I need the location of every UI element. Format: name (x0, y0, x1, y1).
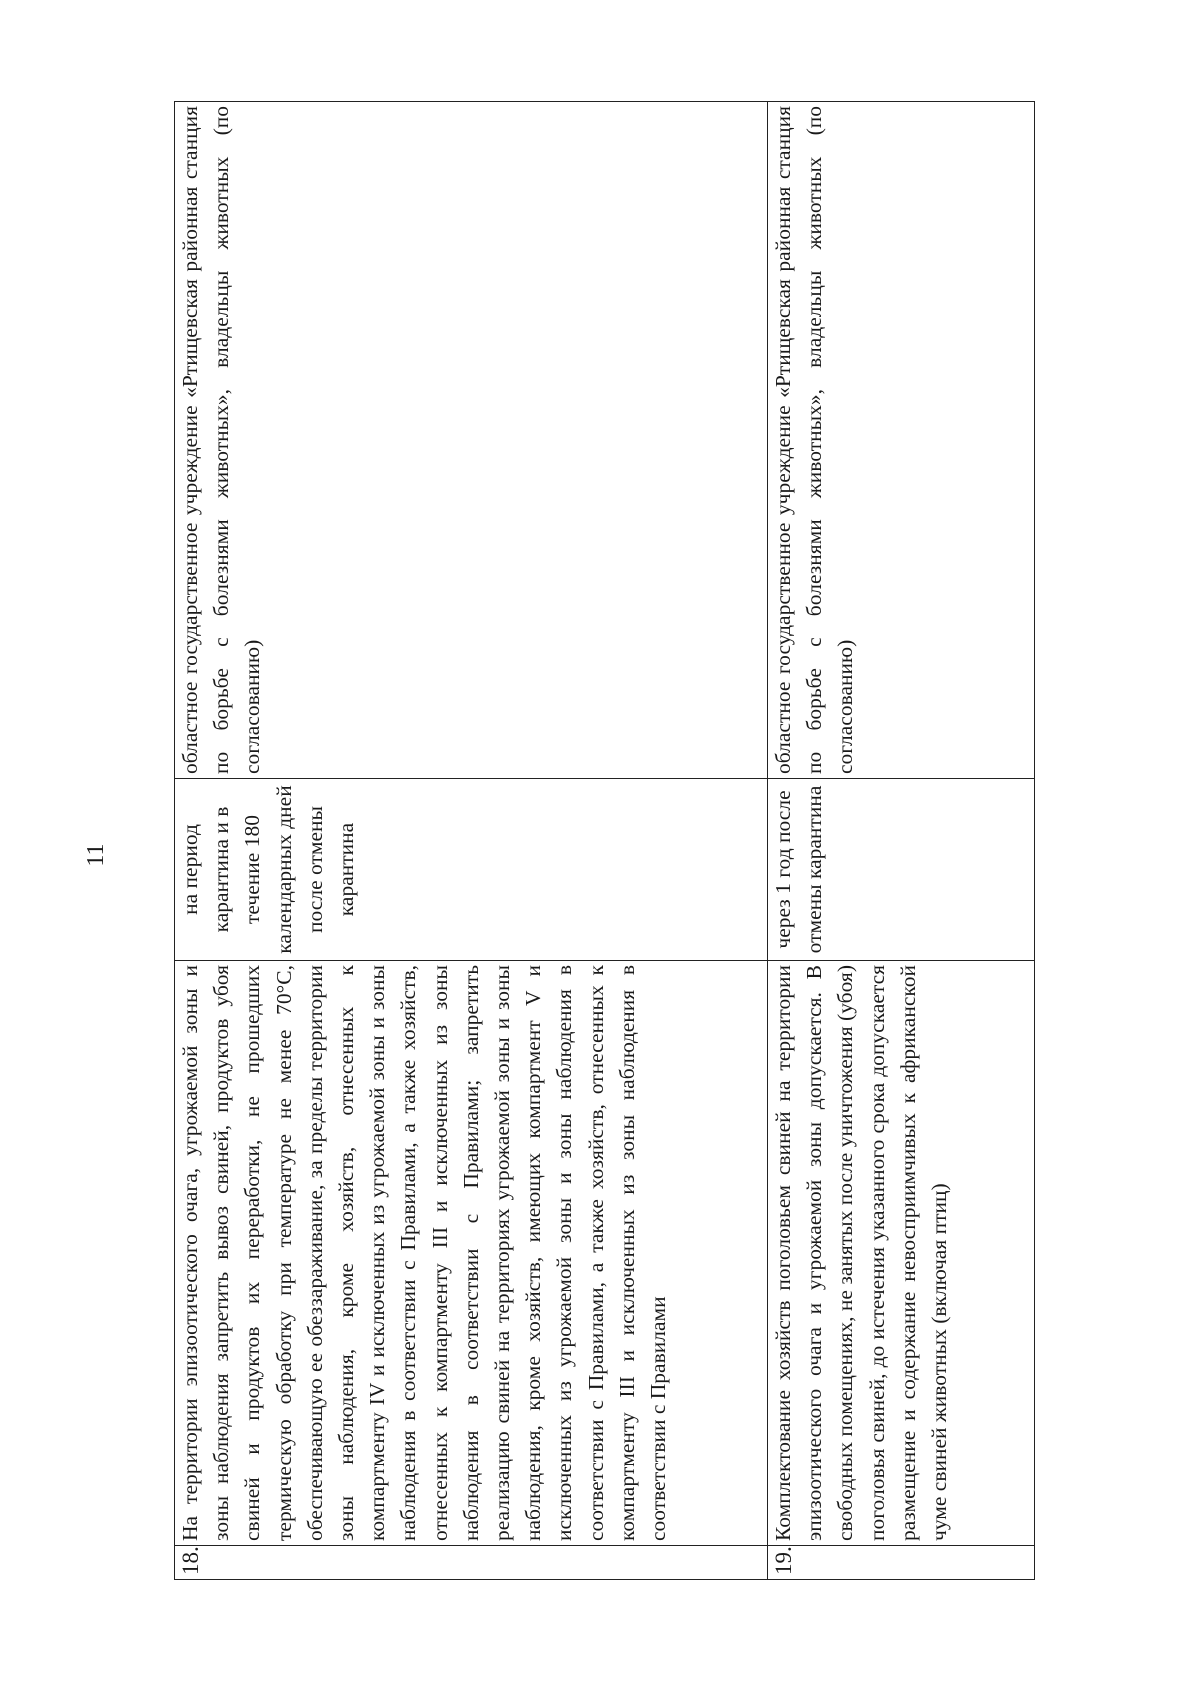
measures-table (174, 101, 1035, 1580)
measure-description: На территории эпизоотического очага, угрожаемой зоны и зоны наблюдения запретить вывоз свиней, продуктов убоя свиней и продуктов их переработки, не прошедших термическую обработку при температуре не менее 70°С, обеспечивающую ее обеззараживание, за пределы территории зоны наблюдения, кроме хозяйств, отнесенных к компартменту IV и исключенных из угрожаемой зоны и зоны наблюдения в соответствии с Правилами, а также хозяйств, отнесенных к компартменту III и исключенных из зоны наблюдения в соответствии с Правилами; запретить реализацию свиней на территориях угрожаемой зоны и зоны наблюдения, кроме хозяйств, имеющих компартмент V и исключенных из угрожаемой зоны и зоны наблюдения в соответствии с Правилами, а также хозяйств, отнесенных к компартменту III и исключенных из зоны наблюдения в соответствии с Правилами (175, 961, 768, 1546)
row-number: 19. (768, 1546, 1035, 1580)
measure-responsible: областное государственное учреждение «Ртищевская районная станция по борьбе с болезнями животных», владельцы животных (по согласованию) (768, 102, 1035, 779)
row-number: 18. (175, 1546, 768, 1580)
table-row (175, 102, 768, 1580)
page-number: 11 (83, 843, 109, 867)
measure-responsible: областное государственное учреждение «Ртищевская районная станция по борьбе с болезнями животных», владельцы животных (по согласованию) (175, 102, 768, 779)
rotated-table-wrapper (174, 102, 1048, 1580)
measure-term: через 1 год после отмены карантина (768, 779, 1035, 961)
measure-term: на период карантина и в течение 180 календарных дней после отмены карантина (175, 779, 768, 961)
table-row (768, 102, 1035, 1580)
measure-description: Комплектование хозяйств поголовьем свиней на территории эпизоотического очага и угрожаемой зоны допускается. В свободных помещениях, не занятых после уничтожения (убоя) поголовья свиней, до истечения указанного срока допускается размещение и содержание невосприимчивых к африканской чуме свиней животных (включая птиц) (768, 961, 1035, 1546)
